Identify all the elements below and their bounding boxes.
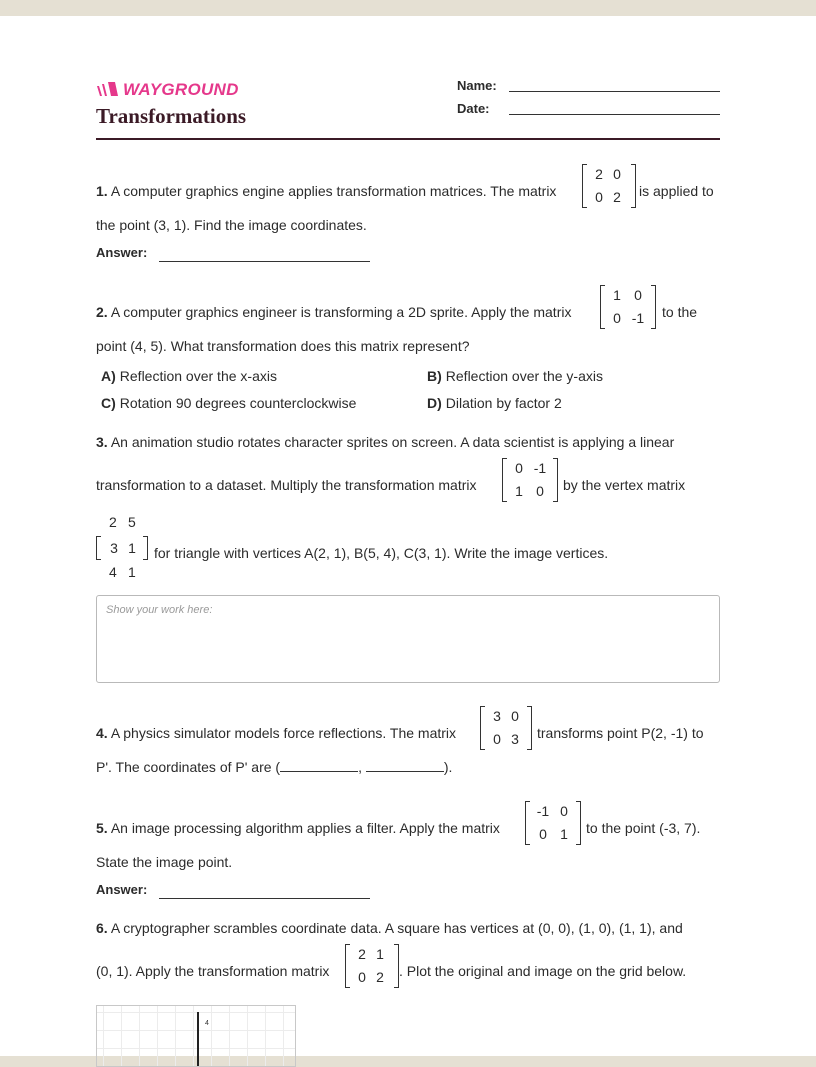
matrix-cell: 0 (515, 460, 523, 476)
vertex-matrix-cell: 3 (110, 540, 118, 556)
bracket-right (576, 801, 581, 845)
question-number: 5. (96, 820, 108, 836)
y-axis (197, 1012, 199, 1067)
bracket-left (525, 801, 530, 845)
matrix-cell: 0 (560, 803, 568, 819)
matrix-cell: 1 (376, 946, 384, 962)
bracket-left (502, 458, 507, 502)
y-axis-tick-label: 4 (205, 1020, 209, 1027)
question-number: 2. (96, 304, 108, 320)
question-number: 4. (96, 725, 108, 741)
question-6-text-tail: . Plot the original and image on the grid below. (399, 963, 687, 979)
matrix-cell: 0 (634, 287, 642, 303)
work-textarea[interactable] (96, 595, 720, 683)
wayground-logo-icon (96, 82, 120, 98)
question-number: 6. (96, 920, 108, 936)
bracket-right (651, 285, 656, 329)
question-1-line-2: the point (3, 1). Find the image coordinates. (96, 217, 367, 233)
comma: , (358, 759, 362, 775)
matrix-cell: 0 (358, 969, 366, 985)
matrix-cell: -1 (631, 310, 645, 326)
matrix-cell: 1 (560, 826, 568, 842)
question-2-line-1 (96, 304, 571, 320)
matrix-cell: 0 (539, 826, 547, 842)
option-c[interactable] (101, 395, 356, 411)
question-1-text-tail: is applied to (639, 183, 714, 199)
matrix-cell: 0 (613, 166, 621, 182)
question-4-matrix (480, 706, 532, 750)
matrix-cell: 3 (493, 708, 501, 724)
vertex-matrix (96, 536, 148, 560)
header-divider (96, 138, 720, 140)
option-letter: A) (101, 368, 116, 384)
option-text: Reflection over the y-axis (445, 368, 603, 384)
option-d[interactable] (427, 395, 562, 411)
question-text: A computer graphics engine applies transformation matrices. The matrix (110, 183, 557, 199)
page-title: Transformations (96, 104, 247, 128)
matrix-cell: 1 (515, 483, 523, 499)
option-a[interactable] (101, 368, 277, 384)
question-text: A cryptographer scrambles coordinate data. A square has vertices at (0, 0), (1, 0), (1, 1), and (110, 920, 683, 936)
question-2-line-2: point (4, 5). What transformation does this matrix represent? (96, 338, 470, 354)
question-1-matrix (582, 164, 636, 208)
question-number: 3. (96, 434, 108, 450)
answer-label: Answer: (96, 245, 148, 260)
option-letter: C) (101, 395, 116, 411)
question-6-matrix (345, 944, 399, 988)
option-letter: D) (427, 395, 442, 411)
coordinate-y-field[interactable] (366, 759, 444, 772)
bracket-left (480, 706, 485, 750)
matrix-cell: -1 (536, 803, 550, 819)
question-text: An animation studio rotates character sprites on screen. A data scientist is applying a linear (110, 434, 675, 450)
option-letter: B) (427, 368, 442, 384)
bracket-right (143, 536, 148, 560)
bracket-right (631, 164, 636, 208)
question-3-line-3: for triangle with vertices A(2, 1), B(5, 4), C(3, 1). Write the image vertices. (154, 545, 609, 561)
closing: ). (443, 759, 453, 775)
question-6-line-1 (96, 920, 683, 936)
question-3-line-1 (96, 434, 674, 450)
question-text: An image processing algorithm applies a filter. Apply the matrix (110, 820, 500, 836)
question-2-matrix (600, 285, 656, 329)
question-text: A computer graphics engineer is transforming a 2D sprite. Apply the matrix (110, 304, 572, 320)
vertex-matrix-cell: 4 (109, 564, 117, 580)
answer-field[interactable] (159, 261, 370, 262)
question-3-line-2: transformation to a dataset. Multiply the transformation matrix (96, 477, 477, 493)
option-b[interactable] (427, 368, 603, 384)
question-5-matrix (525, 801, 581, 845)
bracket-left (345, 944, 350, 988)
date-field[interactable] (509, 114, 720, 115)
matrix-cell: 0 (595, 189, 603, 205)
bracket-left (600, 285, 605, 329)
brand-name: WAYGROUND (123, 80, 239, 99)
question-4-line-2 (96, 759, 452, 775)
question-text: P'. The coordinates of P' are ( (96, 759, 281, 775)
question-4-line-1 (96, 725, 456, 741)
question-number: 1. (96, 183, 108, 199)
question-1-line-1 (96, 183, 556, 199)
question-text: A physics simulator models force reflections. The matrix (110, 725, 457, 741)
matrix-cell: 0 (493, 731, 501, 747)
question-5-text-tail: to the point (-3, 7). (586, 820, 701, 836)
answer-label: Answer: (96, 882, 148, 897)
coordinate-grid[interactable] (96, 1005, 296, 1067)
option-text: Dilation by factor 2 (445, 395, 562, 411)
matrix-cell: -1 (533, 460, 547, 476)
name-label: Name: (457, 78, 497, 93)
question-3-matrix (502, 458, 558, 502)
worksheet-page (0, 16, 816, 1056)
matrix-cell: 0 (536, 483, 544, 499)
matrix-cell: 3 (511, 731, 519, 747)
coordinate-x-field[interactable] (280, 759, 358, 772)
question-5-line-1 (96, 820, 500, 836)
question-5-line-2: State the image point. (96, 854, 233, 870)
brand-logo (96, 80, 239, 100)
date-label: Date: (457, 101, 490, 116)
bracket-right (527, 706, 532, 750)
option-text: Reflection over the x-axis (119, 368, 277, 384)
vertex-matrix-cell: 2 (109, 514, 117, 530)
name-field[interactable] (509, 91, 720, 92)
vertex-matrix-cell: 1 (128, 564, 136, 580)
question-6-line-2: (0, 1). Apply the transformation matrix (96, 963, 330, 979)
matrix-cell: 1 (613, 287, 621, 303)
matrix-cell: 2 (595, 166, 603, 182)
option-text: Rotation 90 degrees counterclockwise (119, 395, 357, 411)
question-4-text-tail: transforms point P(2, -1) to (537, 725, 704, 741)
bracket-right (553, 458, 558, 502)
matrix-cell: 2 (376, 969, 384, 985)
answer-field[interactable] (159, 898, 370, 899)
work-placeholder: Show your work here: (106, 604, 213, 616)
vertex-matrix-cell: 5 (128, 514, 136, 530)
question-2-text-tail: to the (662, 304, 698, 320)
bracket-left (96, 536, 101, 560)
matrix-cell: 2 (358, 946, 366, 962)
matrix-cell: 2 (613, 189, 621, 205)
vertex-matrix-cell: 1 (128, 540, 136, 556)
question-3-text-tail: by the vertex matrix (563, 477, 686, 493)
matrix-cell: 0 (511, 708, 519, 724)
bracket-left (582, 164, 587, 208)
matrix-cell: 0 (613, 310, 621, 326)
